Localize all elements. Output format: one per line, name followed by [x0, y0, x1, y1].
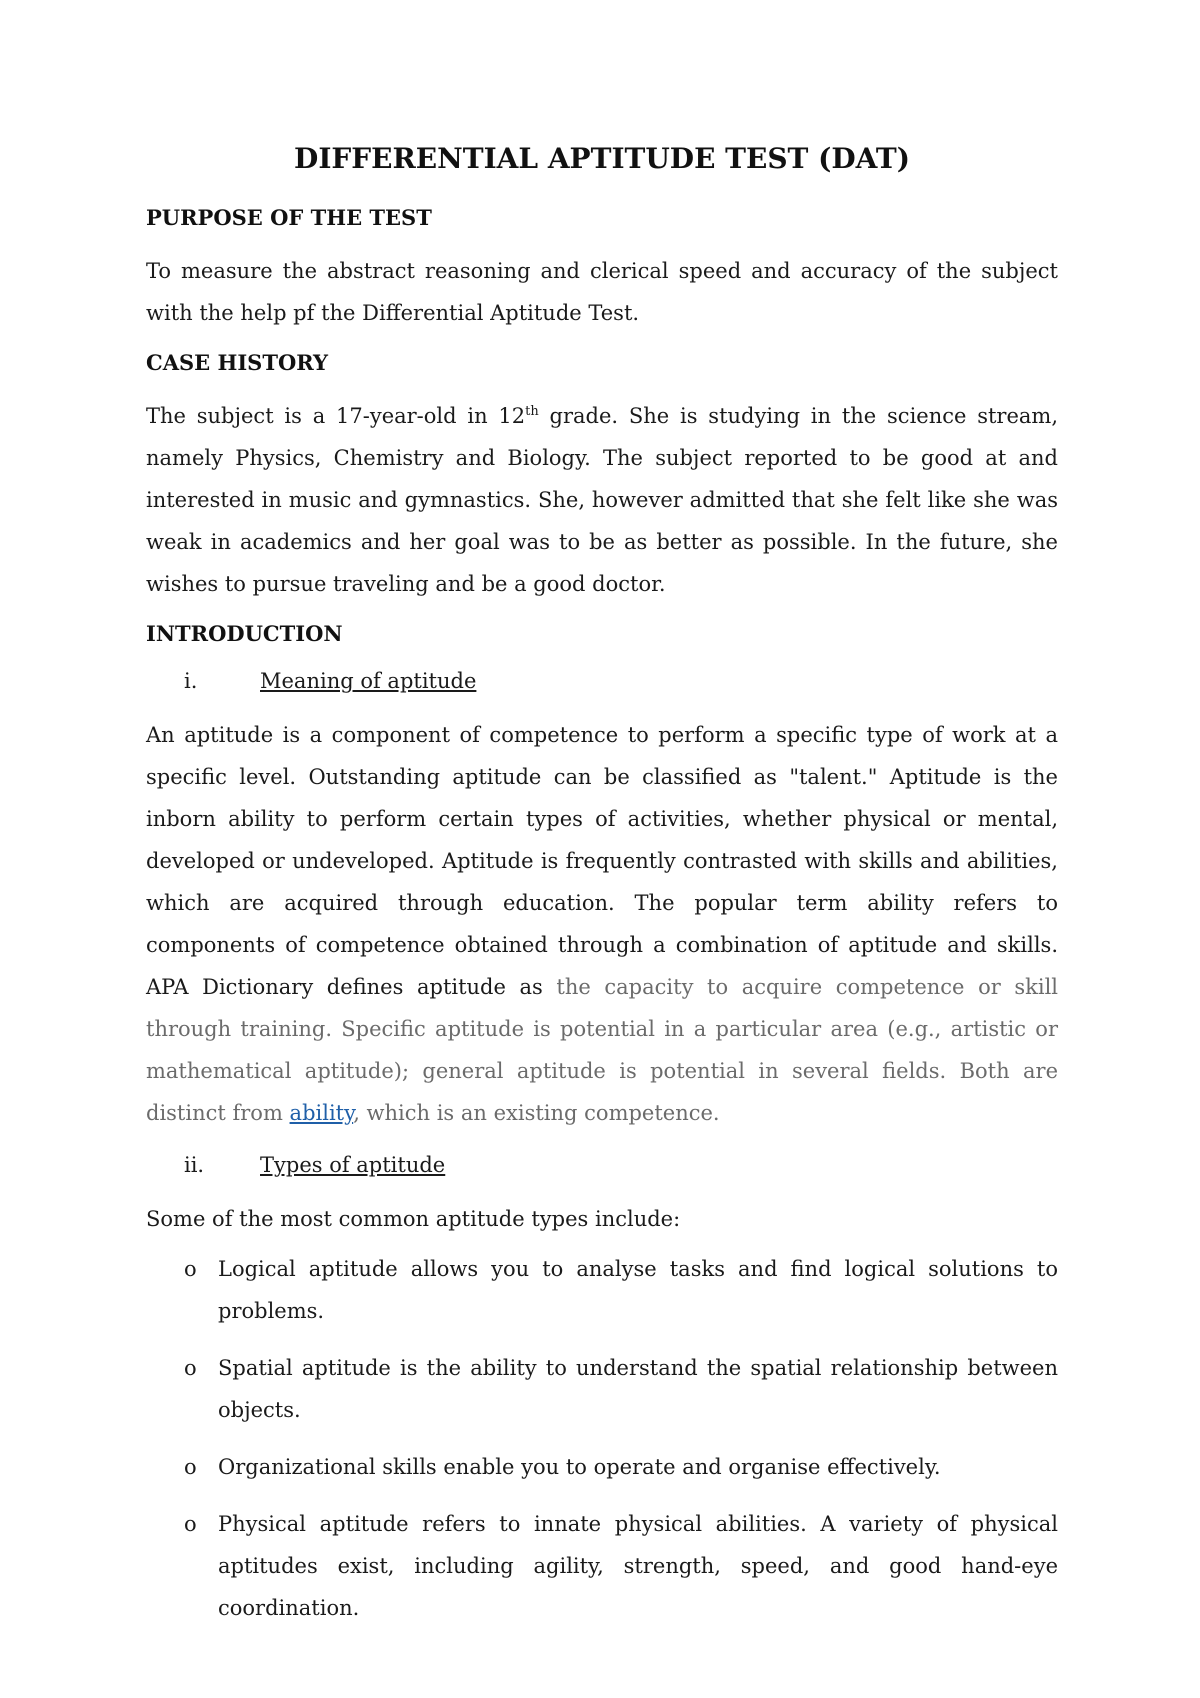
case-history-text-start: The subject is a 17-year-old in 12: [146, 404, 526, 428]
subsection-types-of-aptitude: [146, 1150, 1058, 1180]
bullet-marker: o: [184, 1512, 197, 1536]
case-history-text-rest: grade. She is studying in the science stream, namely Physics, Chemistry and Biology. The subject reported to be good at and interested in music and gymnastics. She, however admitted that she felt like she was weak in academics and her goal was to be as better as possible. In the future, she wishes to pursue traveling and be a good doctor.: [146, 404, 1059, 596]
document-content: [146, 142, 1058, 1644]
case-history-heading: CASE HISTORY: [146, 350, 329, 375]
aptitude-meaning-paragraph: [146, 714, 1058, 1134]
list-item: [146, 1347, 1058, 1431]
subsection-number: i.: [184, 669, 198, 693]
subsection-meaning-of-aptitude: [146, 666, 1058, 696]
list-item-text: Logical aptitude allows you to analyse tasks and find logical solutions to problems.: [218, 1257, 1058, 1323]
bullet-marker: o: [184, 1455, 197, 1479]
apa-definition-end: , which is an existing competence.: [353, 1101, 720, 1125]
introduction-heading: INTRODUCTION: [146, 621, 343, 646]
bullet-marker: o: [184, 1257, 197, 1281]
purpose-heading: PURPOSE OF THE TEST: [146, 205, 432, 230]
apa-definition-text: the capacity to acquire competence or skill through training. Specific aptitude is potential in a particular area (e.g., artistic or mathematical aptitude); general aptitude is potential in several fields. Both are distinct from: [146, 975, 1059, 1125]
purpose-paragraph: To measure the abstract reasoning and clerical speed and accuracy of the subject with the help pf the Differential Aptitude Test.: [146, 259, 1058, 325]
case-history-paragraph: [146, 395, 1058, 605]
aptitude-types-intro: Some of the most common aptitude types include:: [146, 1207, 681, 1231]
list-item-text: Spatial aptitude is the ability to understand the spatial relationship between objects.: [218, 1356, 1058, 1422]
list-item-text: Organizational skills enable you to operate and organise effectively.: [218, 1455, 941, 1479]
list-item-text: Physical aptitude refers to innate physical abilities. A variety of physical aptitudes exist, including agility, strength, speed, and good hand-eye coordination.: [218, 1512, 1058, 1620]
subsection-title: Meaning of aptitude: [260, 669, 477, 693]
grade-superscript: th: [525, 404, 539, 419]
list-item: [146, 1446, 1058, 1488]
list-item: [146, 1248, 1058, 1332]
document-title: DIFFERENTIAL APTITUDE TEST (DAT): [294, 142, 910, 175]
aptitude-meaning-text: An aptitude is a component of competence to perform a specific type of work at a specific level. Outstanding aptitude can be classified as "talent." Aptitude is the inborn ability to perform certain types of activities, whether physical or mental, developed or undeveloped. Aptitude is frequently contrasted with skills and abilities, which are acquired through education. The popular term ability refers to components of competence obtained through a combination of aptitude and skills. APA Dictionary defines aptitude as: [146, 723, 1058, 999]
subsection-number: ii.: [184, 1153, 205, 1177]
ability-link[interactable]: ability: [289, 1101, 354, 1125]
aptitude-types-list: [146, 1248, 1058, 1629]
bullet-marker: o: [184, 1356, 197, 1380]
subsection-title: Types of aptitude: [260, 1153, 446, 1177]
list-item: [146, 1503, 1058, 1629]
